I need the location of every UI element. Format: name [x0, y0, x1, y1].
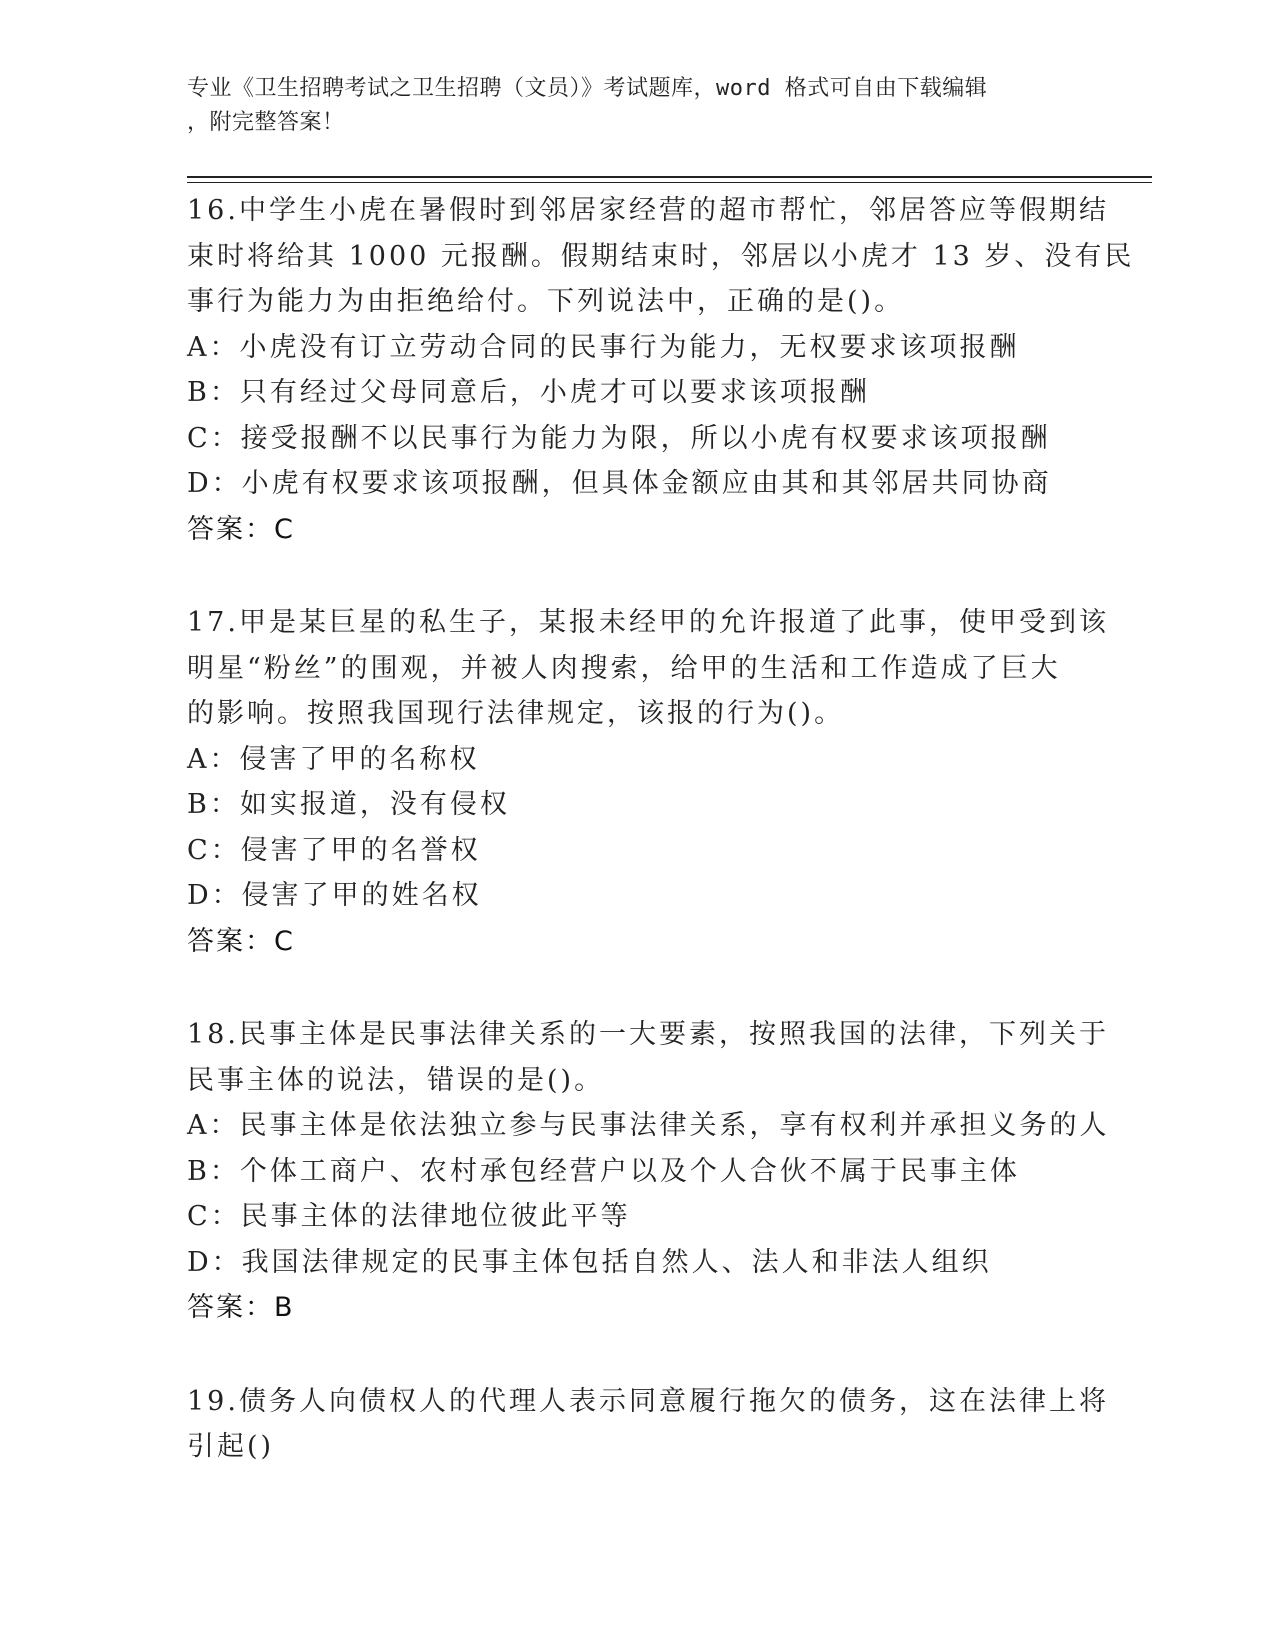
header-line-1: 专业《卫生招聘考试之卫生招聘（文员）》考试题库，word 格式可自由下载编辑 — [187, 76, 988, 101]
option-a: A：民事主体是依法独立参与民事法律关系，享有权利并承担义务的人 — [187, 1110, 1110, 1141]
option-c: C：侵害了甲的名誉权 — [187, 834, 481, 866]
document-header — [187, 72, 1067, 140]
option-d: D：侵害了甲的姓名权 — [187, 880, 482, 911]
question-text-line: 民事主体的说法，错误的是()。 — [187, 1064, 605, 1096]
question-18 — [187, 1012, 1152, 1331]
question-17 — [187, 600, 1152, 964]
question-text-line: 事行为能力为由拒绝给付。下列说法中，正确的是()。 — [187, 286, 905, 317]
option-c: C：民事主体的法律地位彼此平等 — [187, 1201, 631, 1232]
question-text-line: 18.民事主体是民事法律关系的一大要素，按照我国的法律，下列关于 — [187, 1019, 1109, 1050]
header-divider-thin — [187, 182, 1152, 183]
option-b: B：如实报道，没有侵权 — [187, 789, 510, 820]
option-a: A：侵害了甲的名称权 — [187, 743, 480, 775]
question-text-line: 明星“粉丝”的围观，并被人肉搜索，给甲的生活和工作造成了巨大 — [187, 652, 1061, 684]
question-text-line: 16.中学生小虎在暑假时到邻居家经营的超市帮忙，邻居答应等假期结 — [187, 195, 1109, 226]
option-b: B：个体工商户、农村承包经营户以及个人合伙不属于民事主体 — [187, 1155, 1020, 1187]
answer: 答案：B — [187, 1292, 295, 1323]
header-line-2: ，附完整答案！ — [187, 110, 345, 135]
option-d: D：我国法律规定的民事主体包括自然人、法人和非法人组织 — [187, 1246, 992, 1278]
option-d: D：小虎有权要求该项报酬，但具体金额应由其和其邻居共同协商 — [187, 468, 1052, 499]
answer: 答案：C — [187, 513, 295, 545]
question-list — [187, 188, 1152, 1518]
option-c: C：接受报酬不以民事行为能力为限，所以小虎有权要求该项报酬 — [187, 422, 1051, 454]
question-text-line: 17.甲是某巨星的私生子，某报未经甲的允许报道了此事，使甲受到该 — [187, 607, 1109, 638]
answer: 答案：C — [187, 925, 295, 957]
option-a: A：小虎没有订立劳动合同的民事行为能力，无权要求该项报酬 — [187, 331, 1020, 363]
question-19 — [187, 1379, 1152, 1470]
question-text-line: 的影响。按照我国现行法律规定，该报的行为()。 — [187, 698, 845, 729]
option-b: B：只有经过父母同意后，小虎才可以要求该项报酬 — [187, 377, 870, 408]
question-16 — [187, 188, 1152, 552]
header-divider-thick — [187, 176, 1152, 178]
question-text-line: 19.债务人向债权人的代理人表示同意履行拖欠的债务，这在法律上将 — [187, 1385, 1109, 1417]
question-text-line: 束时将给其 1000 元报酬。假期结束时，邻居以小虎才 13 岁、没有民 — [187, 240, 1135, 272]
question-text-line: 引起() — [187, 1431, 275, 1462]
